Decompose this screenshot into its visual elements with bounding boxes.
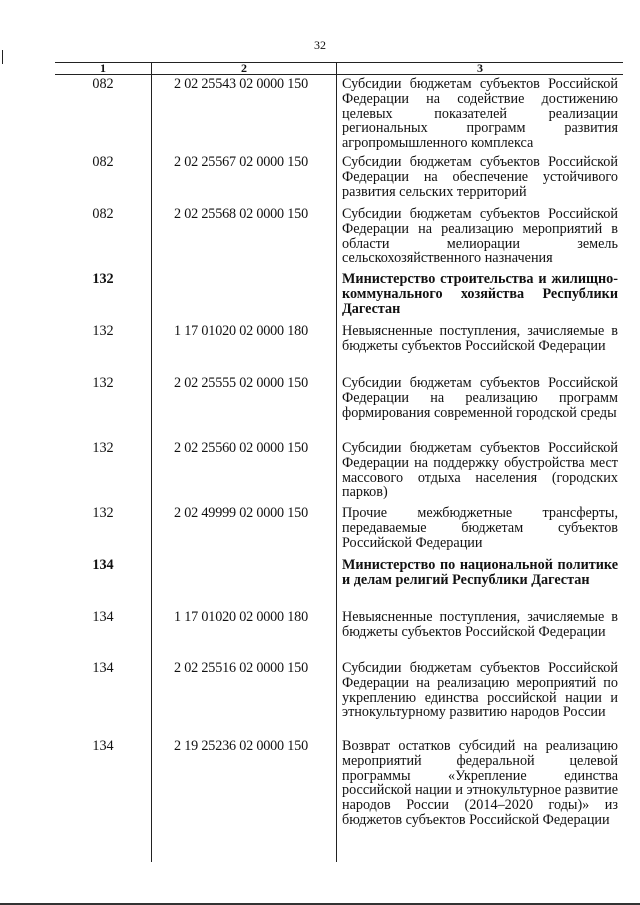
revenue-description: Субсидии бюджетам субъектов Российской Федерации на обеспечение устойчивого развития сельских территорий <box>342 154 618 200</box>
table-header-border <box>55 74 623 75</box>
admin-code: 132 <box>92 440 114 456</box>
revenue-description: Субсидии бюджетам субъектов Российской Федерации на содействие достижению целевых показателей реализации региональных программ развития агропромышленного комплекса <box>342 76 618 152</box>
admin-code: 134 <box>92 738 114 754</box>
admin-code: 132 <box>92 323 114 339</box>
revenue-description: Субсидии бюджетам субъектов Российской Федерации на реализацию программ формирования современной городской среды <box>342 375 618 421</box>
revenue-description: Невыясненные поступления, зачисляемые в бюджеты субъектов Российской Федерации <box>342 323 618 354</box>
admin-code: 132 <box>92 505 114 521</box>
revenue-codes-table <box>55 62 623 862</box>
column-header-3: 3 <box>477 61 483 75</box>
admin-code: 134 <box>92 609 114 625</box>
admin-code: 134 <box>92 557 114 573</box>
revenue-code: 2 02 25555 02 0000 150 <box>174 375 308 391</box>
revenue-code: 2 02 25568 02 0000 150 <box>174 206 308 222</box>
ministry-title: Министерство по национальной политике и делам религий Республики Дагестан <box>342 557 618 588</box>
revenue-description: Невыясненные поступления, зачисляемые в бюджеты субъектов Российской Федерации <box>342 609 618 640</box>
revenue-description: Прочие межбюджетные трансферты, передаваемые бюджетам субъектов Российской Федерации <box>342 505 618 551</box>
admin-code: 082 <box>92 206 114 222</box>
revenue-description: Возврат остатков субсидий на реализацию мероприятий федеральной целевой программы «Укрепление единства российской нации и этнокультурное развитие народов России (2014–2020 годы)» из бюджетов субъектов Российской Федерации <box>342 738 618 828</box>
revenue-code: 1 17 01020 02 0000 180 <box>174 323 308 339</box>
column-header-2: 2 <box>241 61 247 75</box>
revenue-description: Субсидии бюджетам субъектов Российской Федерации на реализацию мероприятий в области мелиорации земель сельскохозяйственного назначения <box>342 206 618 267</box>
admin-code: 082 <box>92 76 114 92</box>
revenue-code: 2 02 25516 02 0000 150 <box>174 660 308 676</box>
scan-margin-mark <box>2 50 3 64</box>
column-divider-2 <box>336 62 337 862</box>
revenue-code: 2 02 49999 02 0000 150 <box>174 505 308 521</box>
admin-code: 132 <box>92 271 114 287</box>
revenue-code: 2 02 25560 02 0000 150 <box>174 440 308 456</box>
page-number: 32 <box>314 38 326 52</box>
column-header-1: 1 <box>100 61 106 75</box>
admin-code: 132 <box>92 375 114 391</box>
revenue-code: 2 02 25543 02 0000 150 <box>174 76 308 92</box>
admin-code: 082 <box>92 154 114 170</box>
admin-code: 134 <box>92 660 114 676</box>
ministry-title: Министерство строительства и жилищно-коммунального хозяйства Республики Дагестан <box>342 271 618 317</box>
revenue-code: 1 17 01020 02 0000 180 <box>174 609 308 625</box>
revenue-description: Субсидии бюджетам субъектов Российской Федерации на поддержку обустройства мест массового отдыха населения (городских парков) <box>342 440 618 501</box>
revenue-code: 2 19 25236 02 0000 150 <box>174 738 308 754</box>
revenue-code: 2 02 25567 02 0000 150 <box>174 154 308 170</box>
revenue-description: Субсидии бюджетам субъектов Российской Федерации на реализацию мероприятий по укреплению единства российской нации и этнокультурному развитию народов России <box>342 660 618 721</box>
